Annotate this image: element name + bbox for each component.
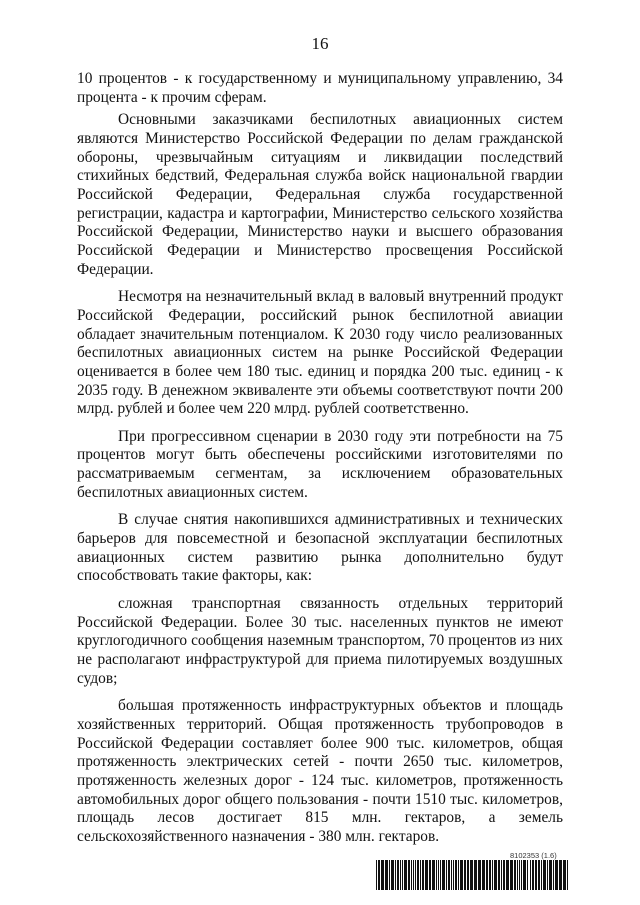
barcode-bar	[458, 860, 459, 890]
barcode-bar	[397, 860, 399, 890]
barcode-bar	[478, 860, 481, 890]
barcode-bar	[413, 860, 414, 890]
barcode-bar	[385, 860, 388, 890]
body-text	[77, 70, 563, 847]
barcode-bar	[555, 860, 558, 890]
barcode-bar	[411, 860, 412, 890]
barcode-bar	[498, 860, 500, 890]
barcode-bar	[506, 860, 509, 890]
barcode-bar	[567, 860, 568, 890]
paragraph-5: В случае снятия накопившихся административных и технических барьеров для повсеместной и безопасной эксплуатации беспилотных авиационных систем развитию рынка дополнительно будут способствовать такие факторы, как:	[77, 511, 563, 585]
barcode-bar	[376, 860, 377, 890]
barcode-bar	[404, 860, 407, 890]
barcode	[376, 860, 570, 890]
barcode-bar	[425, 860, 428, 890]
barcode-bar	[460, 860, 463, 890]
barcode-bar	[429, 860, 431, 890]
barcode-bar	[553, 860, 554, 890]
paragraph-4: При прогрессивном сценарии в 2030 году эти потребности на 75 процентов могут быть обеспечены российскими изготовителями по рассматриваемым сегментам, за исключением образовательных беспилотных авиационных систем.	[77, 427, 563, 501]
barcode-bar	[400, 860, 401, 890]
barcode-bar	[538, 860, 540, 890]
barcode-bar	[521, 860, 522, 890]
barcode-bar	[563, 860, 566, 890]
barcode-bar	[415, 860, 416, 890]
barcode-bar	[527, 860, 528, 890]
barcode-bar	[448, 860, 450, 890]
page-number: 16	[311, 34, 329, 53]
barcode-bar	[532, 860, 534, 890]
barcode-bar	[417, 860, 419, 890]
paragraph-1: 10 процентов - к государственному и муниципальному управлению, 34 процента - к прочим сферам.	[77, 70, 563, 106]
barcode-bar	[543, 860, 546, 890]
barcode-bar	[494, 860, 497, 890]
barcode-bar	[391, 860, 394, 890]
barcode-bar	[523, 860, 526, 890]
barcode-bar	[482, 860, 485, 890]
barcode-bar	[535, 860, 537, 890]
barcode-bar	[422, 860, 424, 890]
barcode-bar	[470, 860, 473, 890]
paragraph-2: Основными заказчиками беспилотных авиационных систем являются Министерство Российской Федерации по делам гражданской обороны, чрезвычайным ситуациям и ликвидации последствий стихийных бедствий, Федеральная служба войск национальной гвардии Российской Федерации, Федеральная служба государственной регистрации, кадастра и картографии, Министерство сельского хозяйства Российской Федерации, Министерство науки и высшего образования Российской Федерации и Министерство просвещения Российской Федерации.	[77, 111, 563, 278]
paragraph-6: сложная транспортная связанность отдельных территорий Российской Федерации. Более 30 тыс. населенных пунктов не имеют круглогодичного сообщения наземным транспортом, 70 процентов из них не располагают инфраструктурой для приема пилотируемых воздушных судов;	[77, 595, 563, 687]
barcode-bar	[549, 860, 552, 890]
barcode-bar	[464, 860, 466, 890]
barcode-bar	[395, 860, 396, 890]
barcode-bar	[402, 860, 403, 890]
barcode-bar	[442, 860, 445, 890]
barcode-bar	[492, 860, 493, 890]
barcode-bar	[408, 860, 410, 890]
barcode-bar	[503, 860, 505, 890]
barcode-bar	[453, 860, 454, 890]
document-stamp: 8102353 (1.6)	[510, 851, 557, 860]
barcode-bar	[547, 860, 548, 890]
barcode-bar	[455, 860, 457, 890]
barcode-bar	[451, 860, 452, 890]
barcode-bar	[436, 860, 437, 890]
barcode-bar	[510, 860, 513, 890]
barcode-bar	[517, 860, 518, 890]
barcode-bar	[446, 860, 447, 890]
barcode-bar	[381, 860, 384, 890]
barcode-bar	[489, 860, 491, 890]
barcode-bar	[432, 860, 435, 890]
barcode-bar	[474, 860, 477, 890]
barcode-bar	[486, 860, 488, 890]
paragraph-7: большая протяженность инфраструктурных объектов и площадь хозяйственных территорий. Общая протяженность трубопроводов в Российской Федерации составляет более 900 тыс. километров, общая протяженность электрических сетей - почти 2650 тыс. километров, протяженность железных дорог - 124 тыс. километров, протяженность автомобильных дорог общего пользования - почти 1510 тыс. километров, площадь лесов достигает 815 млн. гектаров, а земель сельскохозяйственного назначения - 380 млн. гектаров.	[77, 697, 563, 845]
barcode-bar	[501, 860, 502, 890]
barcode-bar	[467, 860, 469, 890]
barcode-bar	[378, 860, 380, 890]
barcode-bar	[420, 860, 421, 890]
paragraph-3: Несмотря на незначительный вклад в валовый внутренний продукт Российской Федерации, российский рынок беспилотной авиации обладает значительным потенциалом. К 2030 году число реализованных беспилотных авиационных систем на рынке Российской Федерации оценивается в более чем 180 тыс. единиц и порядка 200 тыс. единиц - к 2035 году. В денежном эквиваленте эти объемы соответствуют почти 200 млрд. рублей и более чем 220 млрд. рублей соответственно.	[77, 288, 563, 418]
barcode-bar	[519, 860, 520, 890]
barcode-bar	[514, 860, 516, 890]
barcode-bar	[541, 860, 542, 890]
barcode-bar	[559, 860, 562, 890]
barcode-bar	[438, 860, 439, 890]
barcode-bar	[530, 860, 531, 890]
barcode-bar	[389, 860, 390, 890]
barcode-bar	[440, 860, 441, 890]
